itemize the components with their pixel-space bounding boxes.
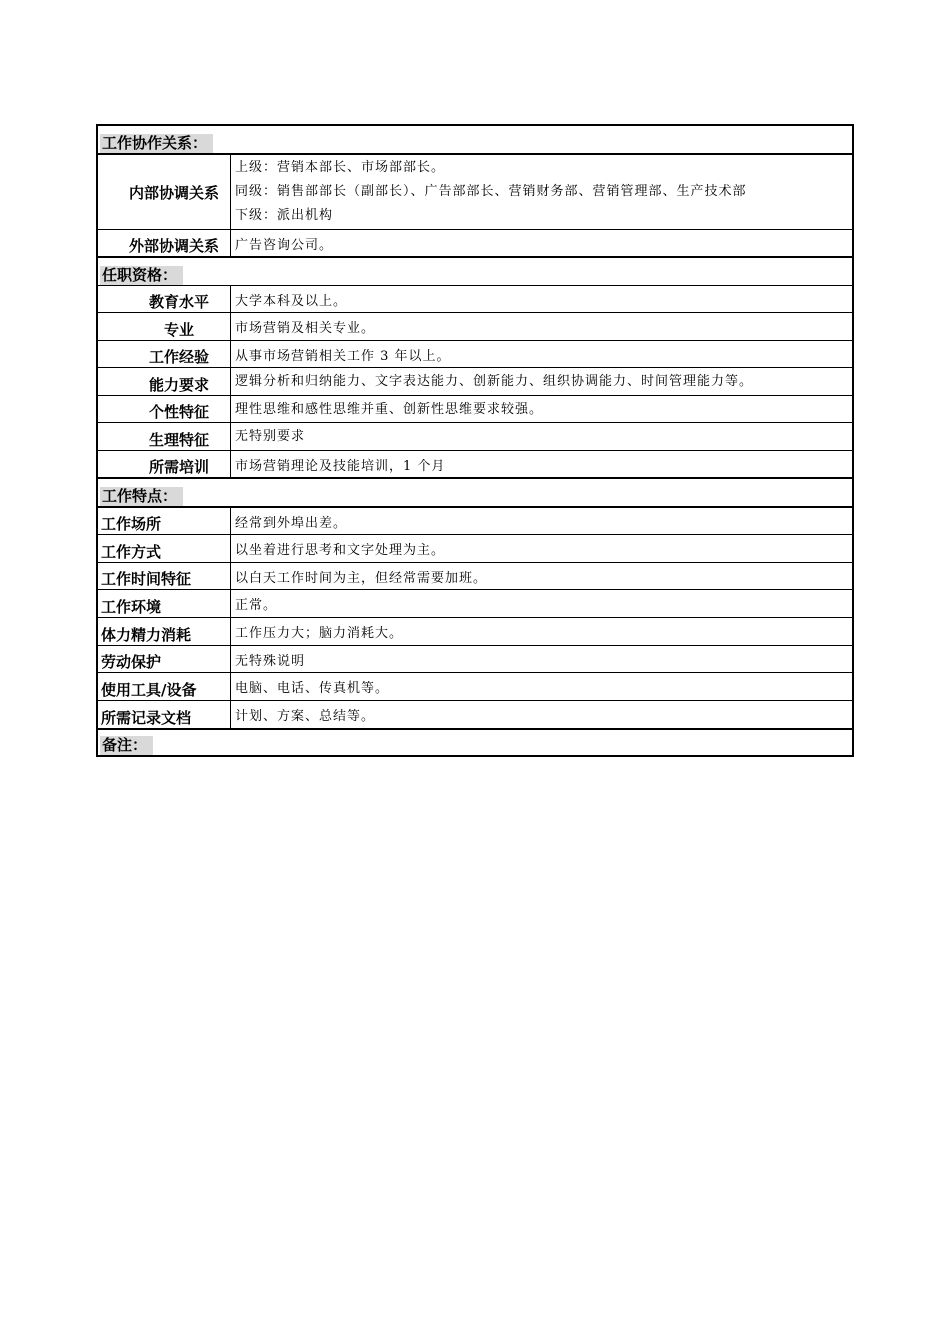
qualification-row bbox=[98, 451, 852, 479]
characteristic-row bbox=[98, 535, 852, 563]
internal-coordination-row bbox=[98, 155, 852, 230]
section-title: 任职资格： bbox=[100, 266, 183, 285]
internal-coordination-value bbox=[231, 155, 852, 229]
qualification-row bbox=[98, 396, 852, 423]
row-value: 计划、方案、总结等。 bbox=[235, 709, 376, 724]
job-description-table bbox=[96, 124, 854, 757]
row-value: 广告咨询公司。 bbox=[235, 237, 334, 253]
row-label: 工作场所 bbox=[98, 508, 231, 534]
row-label: 内部协调关系 bbox=[98, 155, 231, 229]
row-label: 教育水平 bbox=[98, 286, 231, 312]
section-header-characteristics bbox=[98, 479, 852, 508]
external-coordination-row bbox=[98, 230, 852, 258]
row-label: 工作方式 bbox=[98, 535, 231, 562]
superior-line: 上级：营销本部长、市场部部长。 bbox=[235, 160, 446, 175]
section-title: 工作协作关系： bbox=[100, 134, 213, 153]
peer-line: 同级：销售部部长（副部长）、广告部部长、营销财务部、营销管理部、生产技术部 bbox=[235, 184, 747, 199]
row-label: 所需培训 bbox=[98, 451, 231, 477]
row-value: 正常。 bbox=[235, 598, 278, 613]
row-label: 能力要求 bbox=[98, 368, 231, 395]
qualification-row bbox=[98, 341, 852, 368]
row-label: 工作时间特征 bbox=[98, 563, 231, 589]
row-label: 工作经验 bbox=[98, 341, 231, 367]
row-value: 大学本科及以上。 bbox=[235, 293, 348, 309]
characteristic-row bbox=[98, 508, 852, 535]
row-label: 所需记录文档 bbox=[98, 701, 231, 728]
row-label: 外部协调关系 bbox=[98, 230, 231, 256]
row-value: 工作压力大；脑力消耗大。 bbox=[235, 626, 404, 641]
characteristic-row bbox=[98, 618, 852, 646]
row-value: 经常到外埠出差。 bbox=[235, 515, 348, 531]
row-value: 以白天工作时间为主，但经常需要加班。 bbox=[235, 570, 488, 586]
row-value: 从事市场营销相关工作 3 年以上。 bbox=[235, 348, 451, 364]
row-value: 市场营销理论及技能培训，1 个月 bbox=[235, 458, 446, 474]
section-header-remarks bbox=[98, 730, 852, 755]
row-label: 工作环境 bbox=[98, 590, 231, 617]
characteristic-row bbox=[98, 590, 852, 618]
characteristic-row bbox=[98, 701, 852, 730]
row-value: 逻辑分析和归纳能力、文字表达能力、创新能力、组织协调能力、时间管理能力等。 bbox=[235, 374, 754, 389]
row-label: 体力精力消耗 bbox=[98, 618, 231, 645]
subordinate-line: 下级：派出机构 bbox=[235, 208, 334, 223]
qualification-row bbox=[98, 286, 852, 313]
qualification-row bbox=[98, 313, 852, 341]
row-value: 理性思维和感性思维并重、创新性思维要求较强。 bbox=[235, 402, 544, 417]
characteristic-row bbox=[98, 673, 852, 701]
row-value: 市场营销及相关专业。 bbox=[235, 321, 376, 336]
row-value: 电脑、电话、传真机等。 bbox=[235, 681, 390, 696]
row-label: 使用工具/设备 bbox=[98, 673, 231, 700]
row-label: 劳动保护 bbox=[98, 646, 231, 672]
row-value: 无特别要求 bbox=[235, 429, 306, 444]
row-label: 生理特征 bbox=[98, 423, 231, 450]
qualification-row bbox=[98, 368, 852, 396]
row-value: 无特殊说明 bbox=[235, 653, 306, 669]
section-title: 备注： bbox=[100, 736, 153, 755]
row-value: 以坐着进行思考和文字处理为主。 bbox=[235, 543, 446, 558]
qualification-row bbox=[98, 423, 852, 451]
characteristic-row bbox=[98, 563, 852, 590]
section-title: 工作特点： bbox=[100, 487, 183, 506]
row-label: 专业 bbox=[98, 313, 231, 340]
section-header-collaboration bbox=[98, 126, 852, 155]
characteristic-row bbox=[98, 646, 852, 673]
row-label: 个性特征 bbox=[98, 396, 231, 422]
section-header-qualifications bbox=[98, 258, 852, 286]
